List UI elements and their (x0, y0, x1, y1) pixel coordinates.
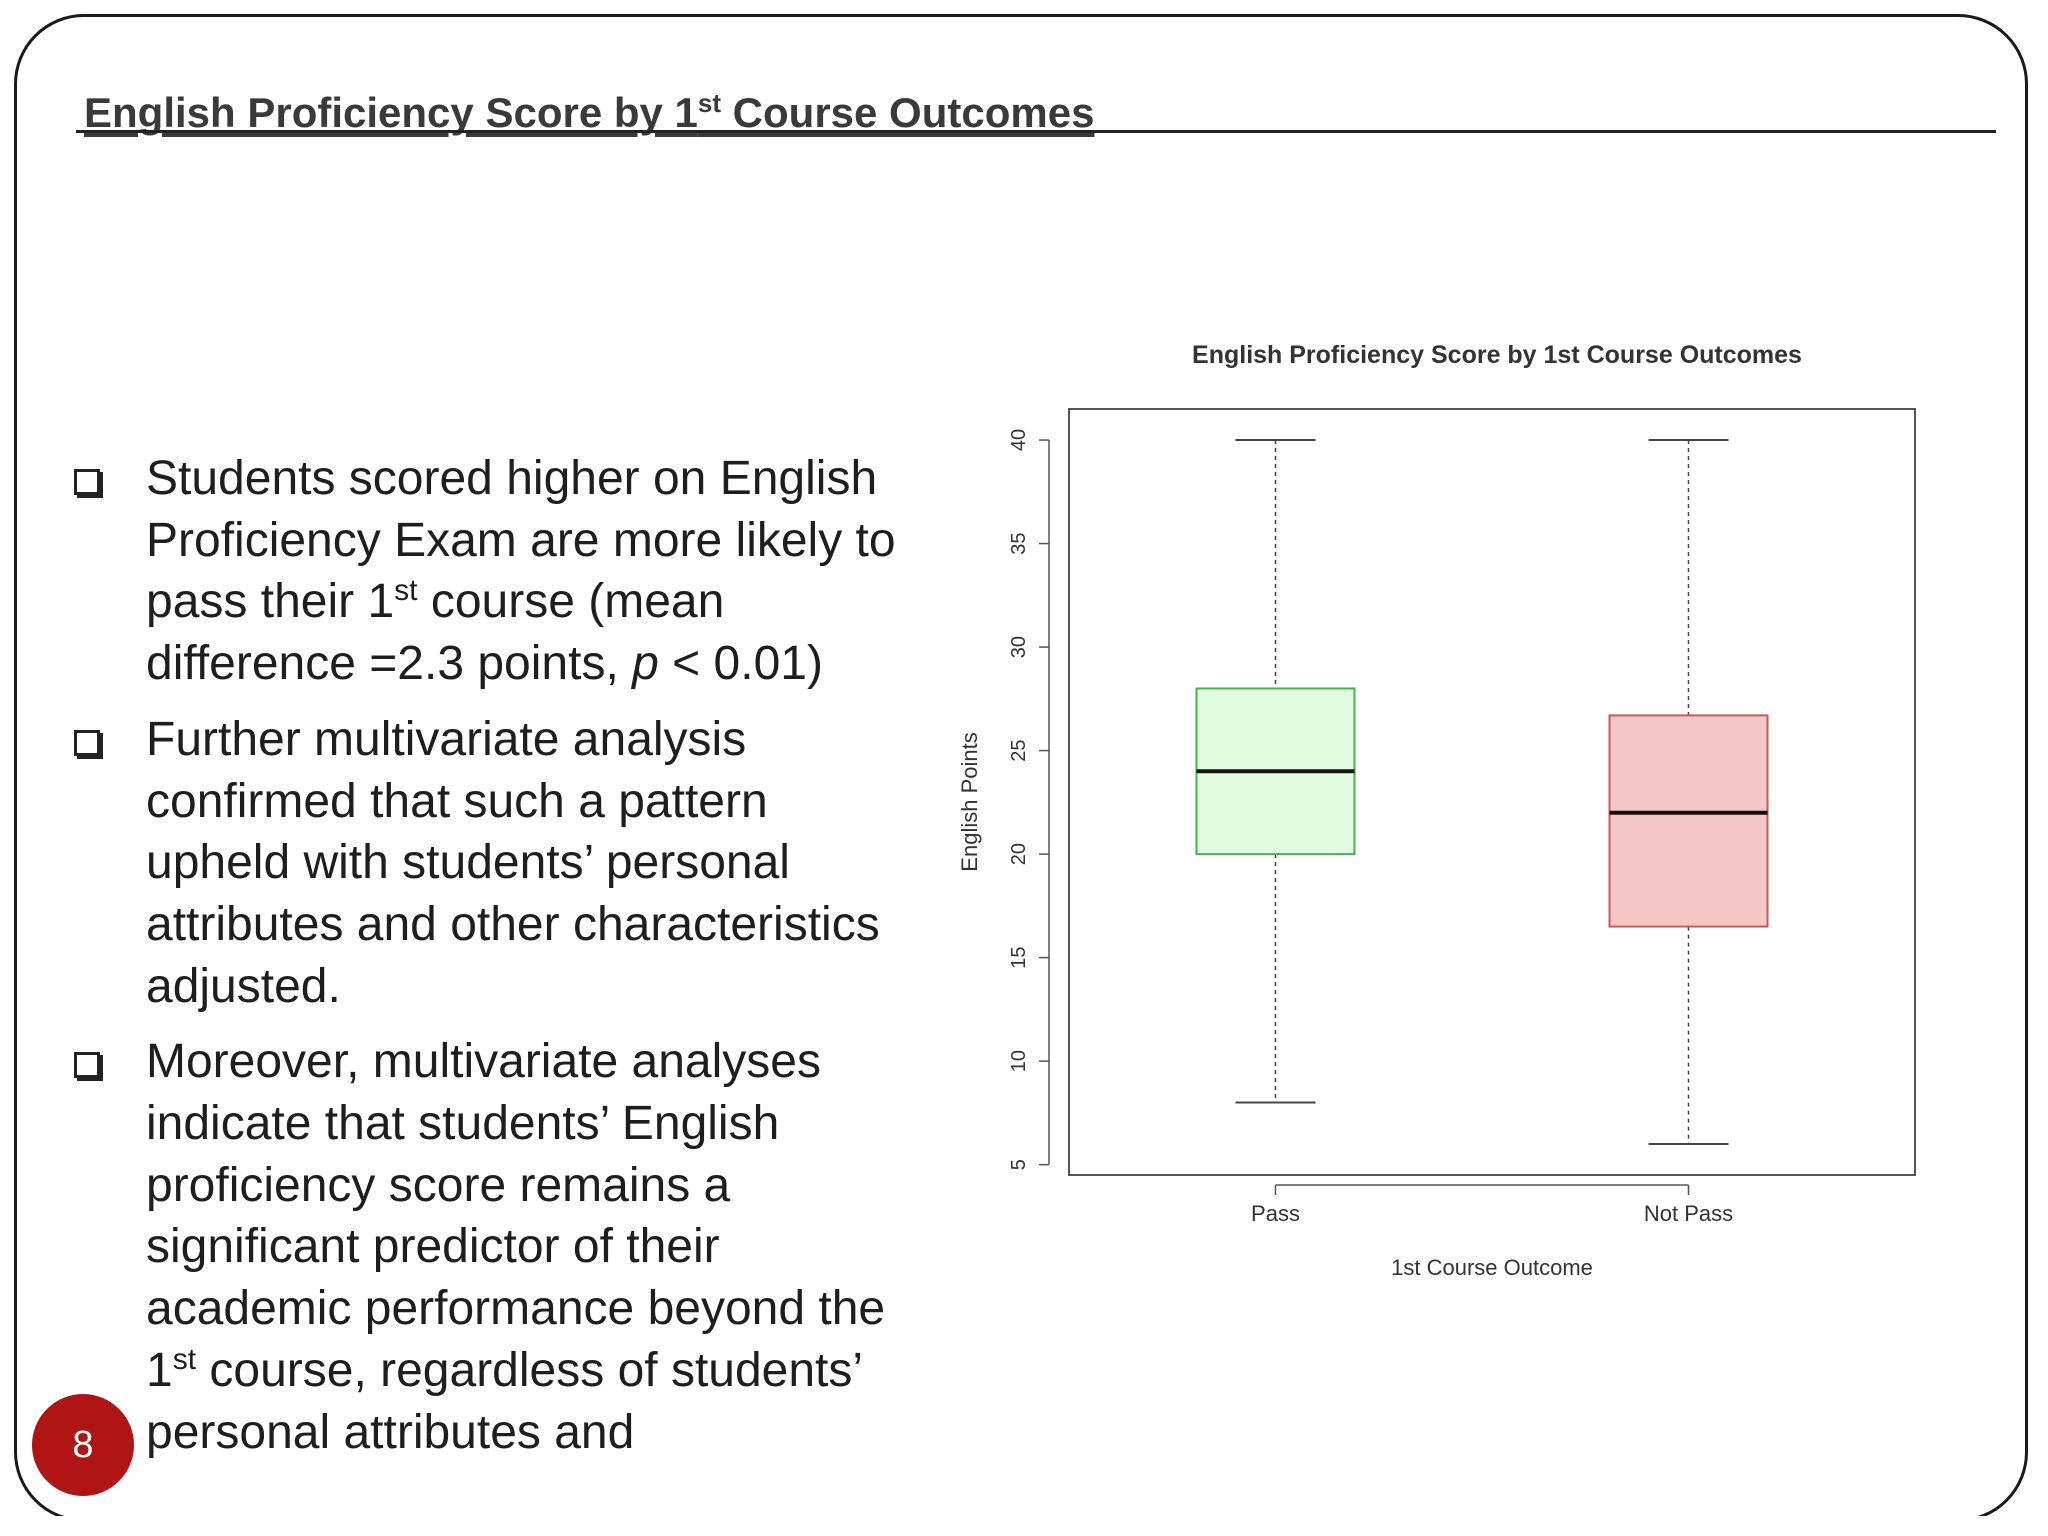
y-tick-label: 30 (1008, 635, 1030, 659)
bullet-list (70, 448, 910, 1477)
box-not-pass (1610, 715, 1768, 926)
slide-title: English Proficiency Score by 1st Course Outcomes (84, 88, 1095, 136)
x-tick-label: Pass (1251, 1201, 1300, 1226)
checkbox-bullet-icon (74, 469, 100, 495)
x-tick-label: Not Pass (1643, 1201, 1734, 1226)
bullet-text: Moreover, multivariate analyses indicate that students’ English proficiency score remains a significant predictor of their academic performance beyond the 1st course, regardless of students’ personal attributes and (146, 1035, 886, 1459)
y-tick-label: 40 (1008, 428, 1030, 452)
y-axis-label: English Points (957, 732, 982, 872)
x-axis-label: 1st Course Outcome (1391, 1255, 1593, 1280)
boxplot-chart (955, 330, 1935, 1300)
y-tick-label: 10 (1008, 1050, 1030, 1073)
page-number-badge: 8 (32, 1394, 134, 1496)
bullet-item (70, 1031, 910, 1463)
chart-title: English Proficiency Score by 1st Course Outcomes (1192, 341, 1802, 369)
y-tick-label: 5 (1008, 1159, 1030, 1171)
bottom-margin (0, 1516, 2048, 1536)
checkbox-bullet-icon (74, 1052, 100, 1078)
bullet-text: Further multivariate analysis confirmed that such a pattern upheld with students’ personal attributes and other characteristics adjusted. (146, 712, 880, 1013)
bullet-text: Students scored higher on English Proficiency Exam are more likely to pass their 1st course (mean difference =2.3 points, p < 0.01) (146, 452, 896, 691)
title-rule (76, 130, 1996, 133)
bullet-item (70, 448, 910, 695)
y-tick-label: 15 (1008, 946, 1030, 969)
y-tick-label: 20 (1008, 842, 1030, 866)
y-tick-label: 25 (1008, 739, 1030, 762)
checkbox-bullet-icon (74, 730, 100, 756)
y-tick-label: 35 (1008, 532, 1030, 555)
bullet-item (70, 709, 910, 1018)
